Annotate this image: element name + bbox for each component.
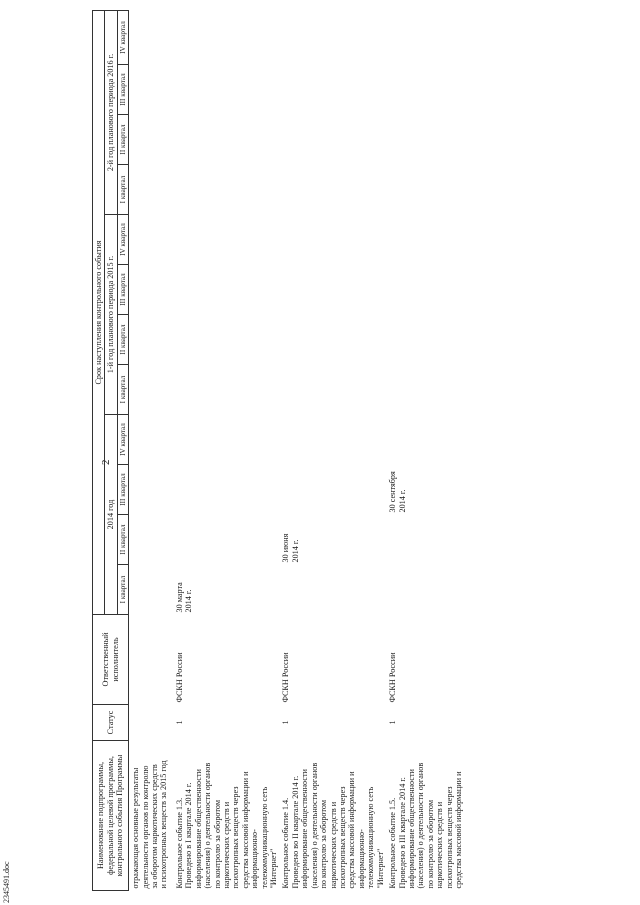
header-status: Статус [93, 705, 129, 741]
header-2015-q1: I квартал [117, 365, 128, 415]
event-date-line: 30 сентября [388, 471, 398, 513]
event-name-line: психотропных веществ через [444, 786, 454, 889]
header-2014-q1: I квартал [117, 565, 128, 615]
event-name-line: средства массовой информации и [454, 771, 464, 889]
header-2016-q3: III квартал [117, 65, 128, 115]
continuation-line: отражающая основные результаты [131, 767, 141, 889]
header-year-2014: 2014 год [105, 415, 117, 615]
event-name-line: наркотических средств и [221, 801, 231, 889]
header-2014-q4: IV квартал [117, 415, 128, 465]
event-name [386, 741, 464, 891]
event-name-line: телекоммуникационную сеть [366, 786, 376, 889]
event-name-line: Проведено в I квартале 2014 г. [184, 782, 194, 889]
control-events-table-wrap [92, 11, 464, 891]
event-name-line: Контрольное событие 1.5. [388, 797, 398, 889]
event-name-line: средства массовой информации и [347, 771, 357, 889]
event-name-line: средства массовой информации и [240, 771, 250, 889]
header-term: Срок наступления контрольного события [93, 10, 105, 614]
event-date-line: 30 марта [174, 582, 184, 613]
event-name [173, 741, 280, 891]
event-date-line: 2014 г. [290, 539, 300, 563]
table-row [279, 10, 386, 890]
event-date-2014-q3 [386, 465, 464, 515]
header-2016-q1: I квартал [117, 165, 128, 215]
continuation-text [129, 741, 173, 891]
event-name-line: по контролю за оборотом [212, 799, 222, 889]
event-status: 1 [388, 720, 398, 725]
event-name-line: информационно- [356, 829, 366, 889]
table-row [173, 10, 280, 890]
continuation-line: и психотропных веществ за 2015 год [159, 760, 169, 889]
control-events-table [92, 10, 464, 891]
event-date-line: 2014 г. [184, 589, 194, 613]
header-2015-q2: II квартал [117, 315, 128, 365]
event-name-line: "Интернет" [375, 848, 385, 889]
header-2016-q4: IV квартал [117, 10, 128, 64]
event-name-line: Контрольное событие 1.3. [174, 797, 184, 889]
event-name-line: "Интернет" [269, 848, 279, 889]
event-name-line: информационно- [250, 829, 260, 889]
event-name-line: Проведено в III квартале 2014 г. [397, 777, 407, 889]
event-name-line: Контрольное событие 1.4. [281, 797, 291, 889]
header-2016-q2: II квартал [117, 115, 128, 165]
event-executor: ФСКН России [281, 652, 291, 703]
event-name-line: информирование общественности [406, 769, 416, 889]
event-date-line: 2014 г. [397, 489, 407, 513]
event-name [279, 741, 386, 891]
page-number: 2 [100, 459, 112, 465]
event-executor: ФСКН России [174, 652, 184, 703]
event-date-line: 30 июня [281, 533, 291, 563]
event-date-2014-q1 [173, 565, 280, 615]
event-name-line: информирование общественности [300, 769, 310, 889]
event-name-line: телекоммуникационную сеть [259, 786, 269, 889]
event-name-line: психотропных веществ через [231, 786, 241, 889]
event-name-line: (населения) о деятельности органов [309, 762, 319, 889]
header-2015-q3: III квартал [117, 265, 128, 315]
event-executor: ФСКН России [388, 652, 398, 703]
header-2014-q3: III квартал [117, 465, 128, 515]
event-name-line: Проведено во II квартале 2014 г. [290, 775, 300, 889]
event-date-2014-q2 [279, 515, 386, 565]
table-row-continuation [129, 10, 173, 890]
event-name-line: наркотических средств и [435, 801, 445, 889]
event-status: 1 [281, 720, 291, 725]
table-row [386, 10, 464, 890]
event-name-line: психотропных веществ через [337, 786, 347, 889]
header-executor: Ответственный исполнитель [93, 615, 129, 705]
event-name-line: (населения) о деятельности органов [416, 762, 426, 889]
event-status: 1 [174, 720, 184, 725]
event-name-line: информирование общественности [193, 769, 203, 889]
document-id: 2345491.doc [2, 861, 11, 903]
event-name-line: по контролю за оборотом [319, 799, 329, 889]
event-name-line: по контролю за оборотом [425, 799, 435, 889]
header-2014-q2: II квартал [117, 515, 128, 565]
header-2015-q4: IV квартал [117, 215, 128, 265]
header-year-2015: 1-й год планового периода 2015 г. [105, 215, 117, 415]
event-name-line: (населения) о деятельности органов [203, 762, 213, 889]
continuation-line: деятельности органов по контролю [140, 765, 150, 889]
header-name: Наименование подпрограммы, федеральной целевой программы, контрольного события Программы [93, 741, 129, 891]
continuation-line: за оборотом наркотических средств [149, 764, 159, 889]
event-name-line: наркотических средств и [328, 801, 338, 889]
header-year-2016: 2-й год планового периода 2016 г. [105, 10, 117, 214]
